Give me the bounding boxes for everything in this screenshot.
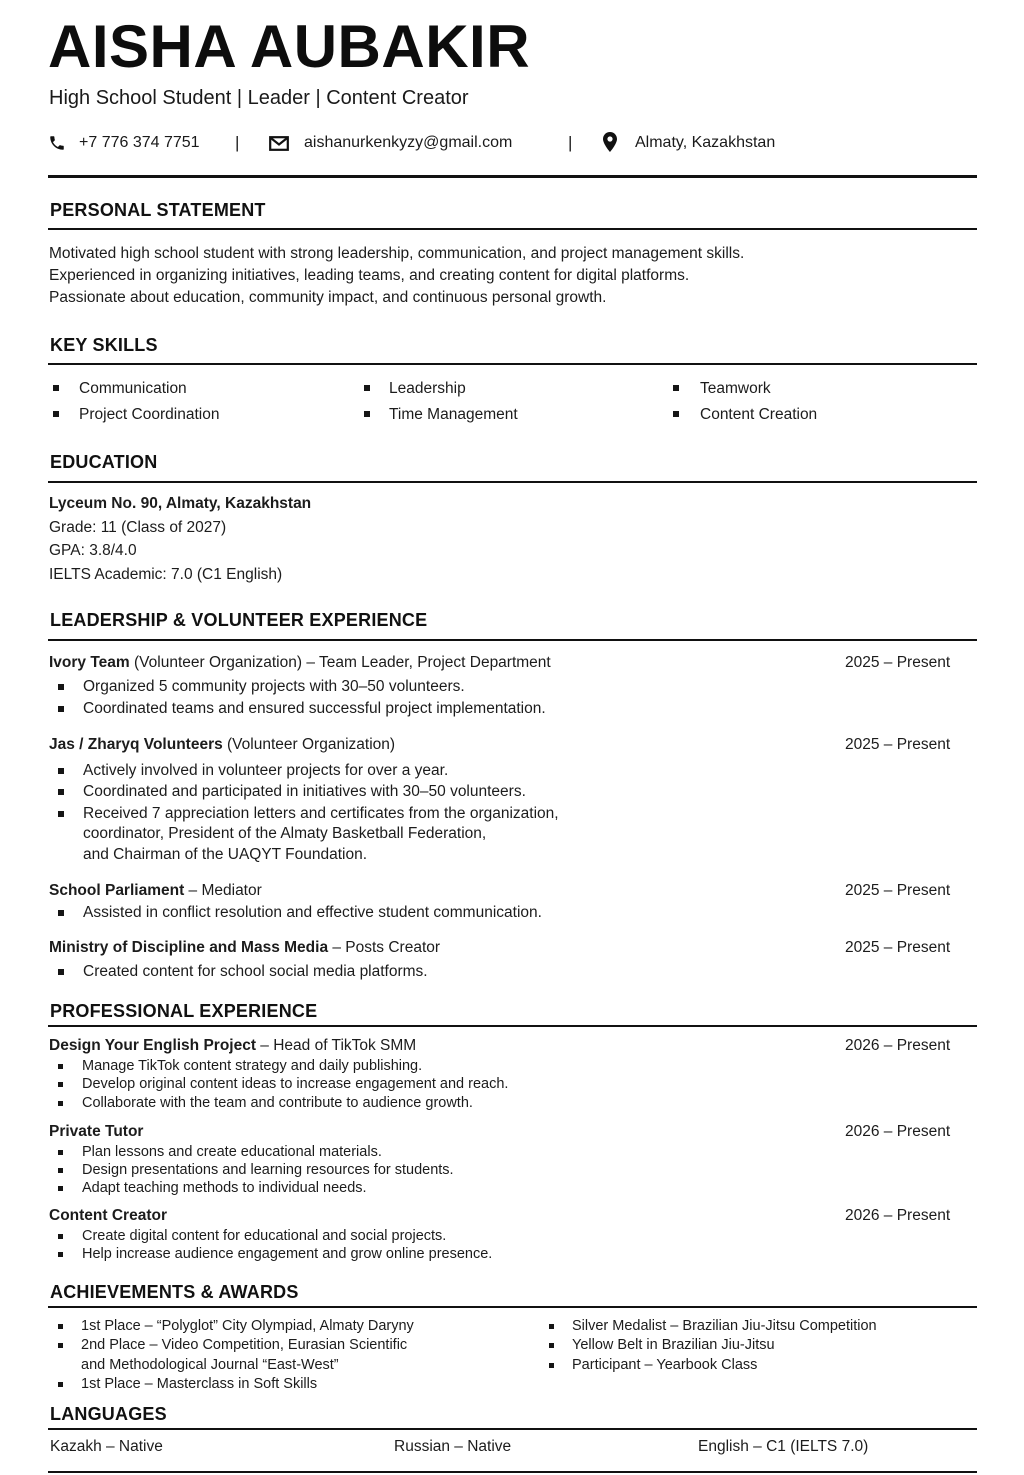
experience-heading [49,1035,416,1057]
bullet-icon [58,684,64,690]
date-range: 2025 – Present [845,654,951,671]
bullet-icon [58,789,64,795]
section-title-achievements: ACHIEVEMENTS & AWARDS [50,1282,299,1302]
bullet-text: Actively involved in volunteer projects for over a year. [83,762,449,779]
bullet-icon [58,1324,63,1329]
bullet-icon [53,385,59,391]
experience-heading [49,880,262,902]
section-divider [48,1306,977,1308]
date-range: 2025 – Present [845,736,951,753]
achievement-item: Silver Medalist – Brazilian Jiu-Jitsu Competition [572,1318,877,1334]
achievement-item: 1st Place – Masterclass in Soft Skills [81,1376,318,1392]
section-divider [48,481,977,483]
statement-line: Passionate about education, community impact, and continuous personal growth. [49,289,607,306]
skill-item: Leadership [389,380,466,397]
bullet-text: Manage TikTok content strategy and daily publishing. [82,1058,423,1074]
section-title-education: EDUCATION [50,452,158,472]
role-detail: (Volunteer Organization) – Team Leader, Project Department [129,654,551,671]
achievement-item: Participant – Yearbook Class [572,1357,758,1373]
bullet-icon [673,385,679,391]
bullet-icon [58,1101,63,1106]
bullet-icon [58,1150,63,1155]
bullet-text-continued: coordinator, President of the Almaty Basketball Federation, [83,825,487,842]
header-divider [48,175,977,178]
bullet-icon [364,411,370,417]
bullet-text: Help increase audience engagement and grow online presence. [82,1246,493,1262]
date-range: 2025 – Present [845,882,951,899]
location: Almaty, Kazakhstan [635,134,776,151]
education-line: IELTS Academic: 7.0 (C1 English) [49,566,283,583]
bullet-icon [549,1343,554,1348]
bullet-text: Create digital content for educational and social projects. [82,1228,447,1244]
experience-heading [49,652,551,674]
skill-item: Communication [79,380,187,397]
bullet-text-continued: and Chairman of the UAQYT Foundation. [83,846,368,863]
experience-heading [49,1205,167,1227]
location-pin-icon [603,132,617,152]
achievement-item: Yellow Belt in Brazilian Jiu-Jitsu [572,1337,775,1353]
language-item: Kazakh – Native [50,1438,163,1455]
organization-name: Private Tutor [49,1123,144,1140]
bullet-icon [58,768,64,774]
experience-heading [49,937,440,959]
phone-icon [48,134,66,152]
candidate-name: AISHA AUBAKIR [48,13,531,80]
bullet-icon [58,1168,63,1173]
achievement-item: 1st Place – “Polyglot” City Olympiad, Almaty Daryny [81,1318,414,1334]
bullet-icon [549,1324,554,1329]
organization-name: Ivory Team [49,654,130,671]
contact-separator: | [568,133,573,152]
organization-name: Ministry of Discipline and Mass Media [49,939,329,956]
school-name: Lyceum No. 90, Almaty, Kazakhstan [49,495,312,512]
mail-icon [269,136,289,151]
section-divider [48,363,977,365]
section-divider [48,639,977,641]
bullet-text: Adapt teaching methods to individual needs. [82,1180,367,1196]
date-range: 2026 – Present [845,1123,951,1140]
bullet-text: Assisted in conflict resolution and effective student communication. [83,904,542,921]
bullet-icon [53,411,59,417]
section-divider [48,1428,977,1430]
section-title-personal-statement: PERSONAL STATEMENT [50,200,266,220]
organization-name: School Parliament [49,882,185,899]
bullet-text: Coordinated teams and ensured successful project implementation. [83,700,546,717]
organization-name: Jas / Zharyq Volunteers [49,736,223,753]
section-title-key-skills: KEY SKILLS [50,335,158,355]
language-item: Russian – Native [394,1438,512,1455]
section-title-leadership: LEADERSHIP & VOLUNTEER EXPERIENCE [50,610,428,630]
date-range: 2026 – Present [845,1207,951,1224]
bullet-icon [58,969,64,975]
statement-line: Experienced in organizing initiatives, leading teams, and creating content for digital platforms. [49,267,690,284]
bullet-icon [58,1064,63,1069]
bullet-icon [58,811,64,817]
experience-heading [49,734,395,756]
section-divider [48,228,977,230]
bullet-text: Design presentations and learning resources for students. [82,1162,454,1178]
skill-item: Content Creation [700,406,818,423]
date-range: 2026 – Present [845,1037,951,1054]
role-detail: – Head of TikTok SMM [256,1037,417,1054]
achievement-item: 2nd Place – Video Competition, Eurasian Scientific [81,1337,408,1353]
candidate-subtitle: High School Student | Leader | Content Creator [49,87,469,109]
organization-name: Design Your English Project [49,1037,256,1054]
experience-heading [49,1121,143,1143]
skill-item: Time Management [389,406,518,423]
bullet-text: Received 7 appreciation letters and certificates from the organization, [83,805,559,822]
bullet-text: Develop original content ideas to increase engagement and reach. [82,1076,509,1092]
bullet-icon [58,1343,63,1348]
organization-name: Content Creator [49,1207,167,1224]
role-detail: – Mediator [184,882,262,899]
bullet-text: Organized 5 community projects with 30–50 volunteers. [83,678,465,695]
bullet-text: Coordinated and participated in initiatives with 30–50 volunteers. [83,783,526,800]
bullet-icon [58,910,64,916]
bullet-icon [58,1382,63,1387]
section-title-languages: LANGUAGES [50,1404,167,1424]
bullet-text: Collaborate with the team and contribute to audience growth. [82,1095,473,1111]
bullet-icon [58,1234,63,1239]
phone-number: +7 776 374 7751 [79,134,200,151]
section-divider [48,1025,977,1027]
footer-divider [48,1471,977,1473]
bullet-text: Created content for school social media platforms. [83,963,428,980]
role-detail: (Volunteer Organization) [222,736,396,753]
bullet-icon [364,385,370,391]
education-line: GPA: 3.8/4.0 [49,542,137,559]
contact-separator: | [235,133,240,152]
bullet-icon [673,411,679,417]
bullet-icon [58,706,64,712]
bullet-icon [58,1082,63,1087]
skill-item: Project Coordination [79,406,220,423]
bullet-icon [549,1363,554,1368]
section-title-professional: PROFESSIONAL EXPERIENCE [50,1001,318,1021]
bullet-text: Plan lessons and create educational materials. [82,1144,382,1160]
bullet-icon [58,1186,63,1191]
bullet-icon [58,1252,63,1257]
skill-item: Teamwork [700,380,771,397]
statement-line: Motivated high school student with strong leadership, communication, and project management skills. [49,245,745,262]
achievement-item-continued: and Methodological Journal “East-West” [81,1357,339,1373]
education-line: Grade: 11 (Class of 2027) [49,519,227,536]
language-item: English – C1 (IELTS 7.0) [698,1438,869,1455]
date-range: 2025 – Present [845,939,951,956]
role-detail: – Posts Creator [328,939,441,956]
email-address: aishanurkenkyzy@gmail.com [304,134,513,151]
